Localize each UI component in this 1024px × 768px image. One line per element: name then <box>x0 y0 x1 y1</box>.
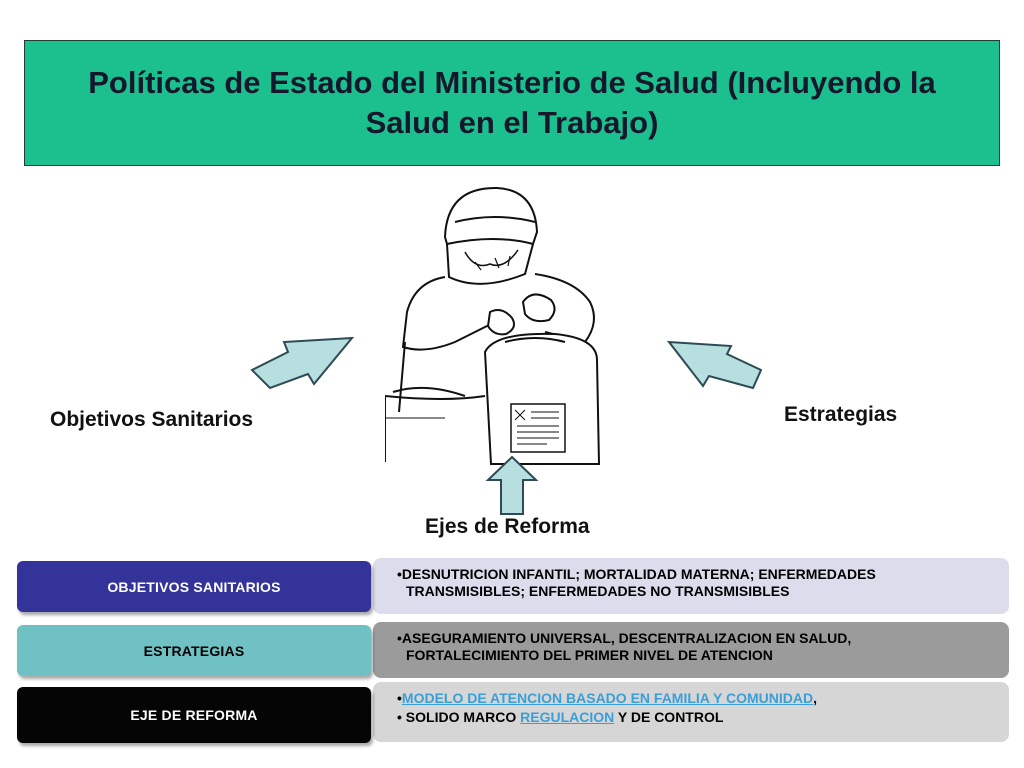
label-ejes-de-reforma: Ejes de Reforma <box>425 515 590 538</box>
row-estrategias <box>17 622 1010 680</box>
title-box <box>24 40 1000 166</box>
bullet-mark: • <box>397 690 402 706</box>
arrow-up-icon <box>485 454 539 516</box>
arrow-up-right-icon <box>248 332 358 390</box>
row-eje-reforma-panel <box>373 682 1009 742</box>
row-eje-reforma <box>17 682 1010 744</box>
label-objetivos-sanitarios: Objetivos Sanitarios <box>50 408 254 431</box>
worker-illustration <box>385 182 635 472</box>
row-estrategias-line-2: FORTALECIMIENTO DEL PRIMER NIVEL DE ATENCION <box>406 647 773 663</box>
objetivos-sanitarios-pill: OBJETIVOS SANITARIOS <box>17 561 371 612</box>
row-objetivos <box>17 558 1010 616</box>
row-estrategias-line-1: •ASEGURAMIENTO UNIVERSAL, DESCENTRALIZACION EN SALUD, <box>397 630 852 646</box>
estrategias-pill: ESTRATEGIAS <box>17 625 371 676</box>
slide-title: Políticas de Estado del Ministerio de Salud (Incluyendo la Salud en el Trabajo) <box>88 65 936 140</box>
row-estrategias-panel <box>373 622 1009 678</box>
line-2-prefix: • SOLIDO MARCO <box>397 709 521 725</box>
row-objetivos-panel <box>373 558 1009 614</box>
row-objetivos-line-2: TRANSMISIBLES; ENFERMEDADES NO TRANSMISIBLES <box>406 583 790 599</box>
eje-de-reforma-pill: EJE DE REFORMA <box>17 687 371 743</box>
line-2-tail: Y DE CONTROL <box>614 709 724 725</box>
line-1-tail: , <box>813 690 817 706</box>
label-estrategias: Estrategias <box>784 403 898 426</box>
arrow-up-left-icon <box>665 338 767 390</box>
modelo-atencion-link[interactable]: MODELO DE ATENCION BASADO EN FAMILIA Y COMUNIDAD <box>401 690 814 706</box>
regulacion-link[interactable]: REGULACION <box>520 709 615 725</box>
row-eje-line-1 <box>397 690 993 707</box>
row-objetivos-line-1: •DESNUTRICION INFANTIL; MORTALIDAD MATERNA; ENFERMEDADES <box>397 566 876 582</box>
row-eje-line-2 <box>397 709 993 726</box>
